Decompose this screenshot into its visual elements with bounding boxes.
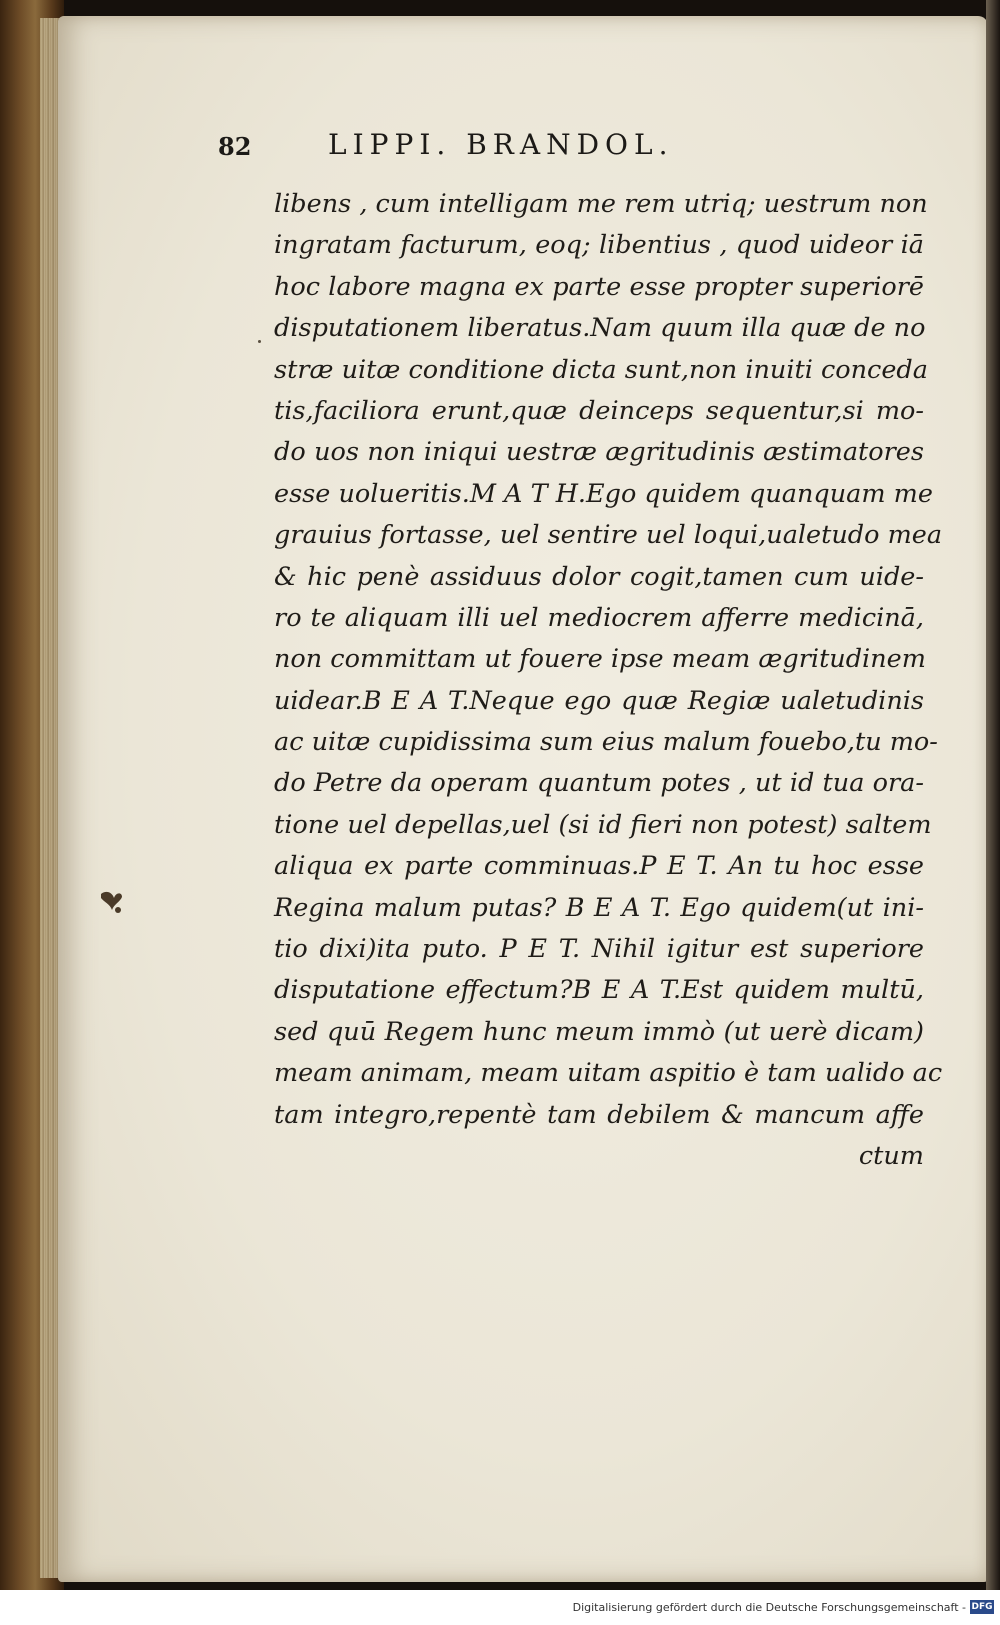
text-line: Regina malum putas? B E A T. Ego quidem(ut ini- (274, 892, 924, 923)
text-line: sed quū Regem hunc meum immò (ut uerè dicam) (274, 1016, 924, 1047)
text-line: & hic penè assiduus dolor cogit,tamen cum uide- (274, 561, 924, 592)
footer-bar (0, 1590, 1000, 1625)
footer-credit: Digitalisierung gefördert durch die Deutsche Forschungsgemeinschaft - (572, 1601, 966, 1614)
text-line: ro te aliquam illi uel mediocrem afferre medicinā, (274, 602, 924, 633)
running-head (218, 128, 818, 168)
page-number: 82 (218, 132, 252, 161)
text-line: ingratam facturum, eoq; libentius , quod uideor iā (274, 230, 924, 261)
text-line: disputatione effectum?B E A T.Est quidem multū, (274, 975, 924, 1006)
text-line: do uos non iniqui uestræ ægritudinis æstimatores (274, 437, 924, 468)
catchword: ctum (858, 1140, 924, 1171)
text-line: esse uolueritis.M A T H.Ego quidem quanquam me (274, 478, 933, 509)
page-right-edge (986, 0, 1000, 1590)
text-line: libens , cum intelligam me rem utriq; uestrum non (274, 189, 928, 219)
text-line: non committam ut fouere ipse meam ægritudinem (274, 644, 926, 675)
text-line: uidear.B E A T.Neque ego quæ Regiæ ualetudinis (274, 685, 924, 716)
marginal-ornament-icon (98, 888, 124, 918)
text-line: tis,faciliora erunt,quæ deinceps sequentur,si mo- (274, 395, 924, 426)
text-line: hoc labore magna ex parte esse propter superiorē (274, 271, 924, 302)
text-line: tam integro,repentè tam debilem & mancum affe (274, 1099, 924, 1130)
text-line: tio dixi)ita puto. P E T. Nihil igitur est superiore (274, 934, 924, 965)
body-text (274, 184, 943, 1177)
text-line: aliqua ex parte comminuas.P E T. An tu hoc esse (274, 851, 924, 882)
text-line: meam animam, meam uitam aspitio è tam ualido ac (274, 1058, 943, 1089)
page-speck (258, 340, 261, 343)
text-line: stræ uitæ conditione dicta sunt,non inuiti conceda (274, 354, 928, 385)
text-line: disputationem liberatus.Nam quum illa quæ de no (274, 313, 926, 344)
text-line: grauius fortasse, uel sentire uel loqui,ualetudo mea (274, 520, 943, 551)
text-line: ac uitæ cupidissima sum eius malum fouebo,tu mo- (274, 727, 938, 758)
text-line: tione uel depellas,uel (si id fieri non potest) saltem (274, 809, 932, 840)
running-title: LIPPI. BRANDOL. (328, 128, 674, 161)
dfg-logo: DFG (971, 1602, 993, 1612)
text-line: do Petre da operam quantum potes , ut id tua ora- (274, 768, 924, 799)
